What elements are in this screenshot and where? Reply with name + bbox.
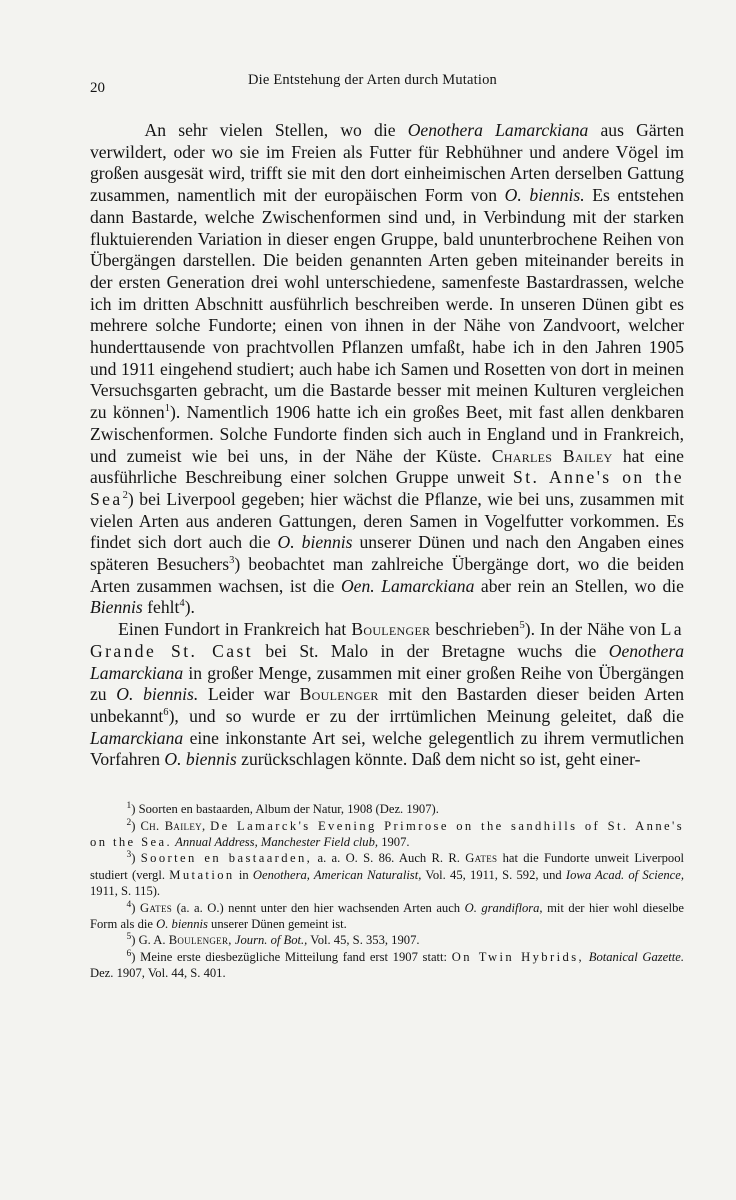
footnote-marker: 3 [126,850,132,861]
footnote-text: Vol. 45, 1911, S. 592, und [421,867,566,882]
footnote-text: ) Soorten en bastaarden, Album der Natur, 1908 (Dez. 1907). [131,802,439,817]
paragraph-1 [90,120,684,619]
body-text [90,120,684,771]
footnote-text: ) G. A. [131,933,169,948]
author-name: Gates [465,851,498,866]
author-name: Ch. Bailey [140,818,202,833]
species-name: Lamarckiana [90,727,184,748]
footnote-text: unserer Dünen gemeint ist. [207,916,347,931]
footnote-ref-6[interactable]: 6 [163,707,169,719]
author-name: Charles Bailey [491,445,613,466]
journal-name: Iowa Acad. of Science, [565,867,685,882]
text-run: ) bei Liverpool gegeben; hier wächst die Pflanze, wie bei uns, zusammen mit vielen Arten aus anderen Gattungen, deren Samen in Vogelfutter vorkommen. Es findet sich dort auch die [90,488,684,553]
text-run: Es entstehen dann Bastarde, welche Zwischenformen sind und, in Verbindung mit der starken fluktuierenden Variation in dieser engen Gruppe, bald ununterbrochene Reihen von Übergängen darstellen. Die beiden genannten Arten geben miteinander bereits in der ersten Generation drei wohl unterschiedene, samenfeste Bastardrassen, welche ich im dritten Abschnitt ausführlich beschreiben werde. In unseren Dünen gibt es mehrere solche Fundorte; einen von ihnen in der Nähe von Zandvoort, welcher hunderttausende von prachtvollen Pflanzen umfaßt, habe ich in den Jahren 1905 und 1911 eingehend studiert; auch habe ich Samen und Rosetten von dort in meinen Versuchsgarten gebracht, um die Bastarde besser mit meinen Kulturen vergleichen zu können [90,185,684,423]
footnote-5 [90,932,684,948]
footnote-ref-2[interactable]: 2 [122,490,128,502]
footnote-text: Dez. 1907, Vol. 44, S. 401. [90,966,226,981]
footnote-marker: 5 [126,932,132,943]
footnote-text: 1907. [378,834,410,849]
footnote-marker: 2 [126,817,132,828]
article-title: Mutation [169,867,235,882]
text-run: aber rein an Stellen, wo die [474,575,684,596]
species-name: Oenothera Lamarckiana [90,640,684,683]
text-run: mit den Bastarden dieser beiden Arten unbekannt [90,684,685,726]
text-run: Leider war [198,684,300,705]
author-name: Boulenger, [168,933,232,948]
author-name: Boulenger [351,619,431,640]
page-header [90,66,684,96]
text-run: ) beobachtet man zahlreiche Übergänge dort, wo die beiden Arten zusammen wachsen, ist die [90,554,684,596]
text-run: beschrieben [430,619,520,640]
text-run: fehlt [142,597,180,618]
species-name: O. biennis. [116,684,199,705]
footnote-3 [90,850,684,899]
footnotes [90,801,684,981]
place-name: La Grande St. Cast [90,619,685,661]
species-name: Biennis [90,597,143,618]
text-run: unserer Dünen und nach den Angaben eines späteren Besuchers [90,532,684,575]
journal-name: Journ. of Bot., [234,933,308,948]
text-run: hat eine ausführliche Beschreibung einer solchen Gruppe unweit [90,445,684,488]
footnote-6 [90,949,684,982]
footnote-ref-1[interactable]: 1 [164,403,170,415]
author-name: Boulenger [299,684,379,705]
text-run: An sehr vielen Stellen, wo die [144,120,408,140]
footnote-text: Vol. 45, S. 353, 1907. [307,933,420,948]
species-name: O. biennis [277,532,353,553]
species-name: O. biennis [156,916,208,931]
footnote-ref-4[interactable]: 4 [179,598,185,610]
article-title: De Lamarck's Evening Primrose on the sandhills of St. Anne's on the Sea. [90,818,684,849]
footnote-text: ) [131,900,140,915]
journal-name: Botanical Gazette. [588,949,685,964]
footnote-text: (a. a. O.) nennt unter den hier wachsenden Arten auch [172,900,465,915]
article-title: On Twin Hybrids, [451,949,585,964]
footnote-text: 1911, S. 115). [90,884,161,899]
footnote-ref-3[interactable]: 3 [229,555,235,567]
text-run: ). In der Nähe von [524,619,661,640]
footnote-text: mit der hier wohl dieselbe Form als die [90,900,685,931]
text-run: ). Namentlich 1906 hatte ich ein großes Beet, mit fast allen denkbaren Zwischenformen. Solche Fundorte finden sich auch in England und in Frankreich, und zumeist wie bei uns, in der Nähe der Küste. [90,402,684,466]
species-name: O. grandiflora, [464,900,543,915]
author-name: Gates [139,900,173,915]
page-number: 20 [90,80,105,96]
footnote-1 [90,801,684,817]
footnote-text: a. a. O. S. 86. Auch R. R. [312,851,466,866]
journal-name: Oenothera, American Naturalist, [252,867,422,882]
article-title: Soorten en bastaarden, [140,851,313,866]
footnote-text: in [234,867,253,882]
place-name: St. Anne's on the Sea [90,467,685,509]
footnote-text: , [201,818,211,833]
text-run: eine inkonstante Art sei, welche gelegentlich zu ihrem vermutlichen Vorfahren [90,727,684,770]
text-run: bei St. Malo in der Bretagne wuchs die [253,640,609,661]
footnote-text: hat die Fundorte unweit Liverpool studiert (vergl. [90,851,685,882]
footnote-ref-5[interactable]: 5 [519,620,525,632]
species-name: O. biennis [164,749,237,770]
footnote-marker: 4 [126,899,132,910]
footnote-text: ) [131,851,141,866]
footnote-marker: 6 [126,948,132,959]
footnote-text: ) Meine erste diesbezügliche Mitteilung fand erst 1907 statt: [131,949,452,964]
running-title: Die Entstehung der Arten durch Mutation [248,72,498,88]
species-name: Oen. Lamarckiana [340,575,475,596]
footnote-2 [90,818,684,851]
text-run: ). [184,597,195,618]
footnote-text: ) [131,818,141,833]
text-run: Einen Fundort in Frankreich hat [118,619,352,640]
text-run: in großer Menge, zusammen mit einer großen Reihe von Übergängen zu [90,662,684,705]
footnote-4 [90,900,684,933]
text-run: zurückschlagen könnte. Daß dem nicht so ist, geht einer- [236,749,641,770]
footnote-marker: 1 [126,800,132,811]
paragraph-2 [90,619,684,771]
journal-name: Annual Address, Manchester Field club, [175,834,379,849]
species-name: O. biennis. [504,185,585,206]
species-name: Oenothera Lamarckiana [407,120,589,140]
text-run: aus Gärten verwildert, oder wo sie im Freien als Futter für Rebhühner und andere Vögel im großen ausgesät wird, trifft sie mit den dort einheimischen Arten derselben Gattung zusammen, namentlich mit der europäischen Form von [90,120,684,206]
text-run: ), und so wurde er zu der irrtümlichen Meinung geleitet, daß die [168,705,684,726]
